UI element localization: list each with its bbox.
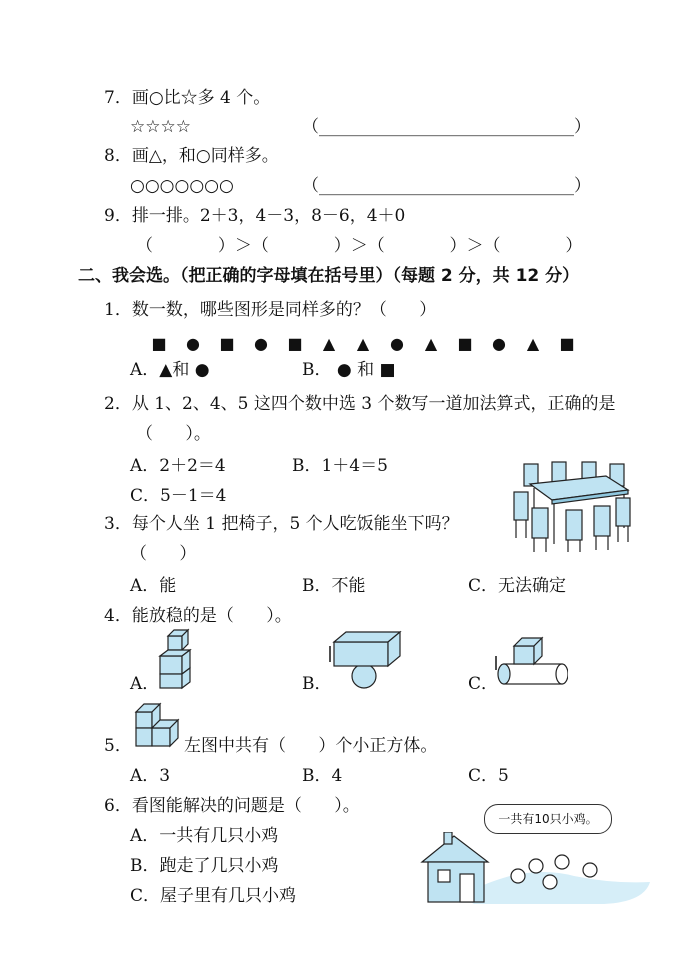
- speech-bubble: 一共有10只小鸡。: [484, 804, 612, 834]
- s4-question: 4．能放稳的是（ ）。: [104, 606, 292, 626]
- triangle-shape: ▲: [356, 334, 370, 353]
- s6-option-b[interactable]: B．跑走了几只小鸡: [130, 856, 279, 876]
- s3-option-a[interactable]: A．能: [130, 576, 177, 596]
- stacked-cubes-figure: [156, 628, 198, 692]
- q7-stars: ☆☆☆☆: [130, 117, 191, 137]
- s3-paren[interactable]: （ ）: [130, 544, 197, 564]
- square-shape: ■: [151, 334, 167, 353]
- s2-question: 2．从 1、2、4、5 这四个数中选 3 个数写一道加法算式，正确的是: [104, 394, 616, 414]
- s5-option-a[interactable]: A．3: [130, 766, 171, 786]
- s1-question: 1．数一数，哪些图形是同样多的？（ ）: [104, 300, 437, 320]
- circle-shape: ●: [390, 334, 404, 353]
- chair: [566, 510, 582, 540]
- triangle-shape: ▲: [424, 334, 438, 353]
- s5-option-c[interactable]: C．5: [468, 766, 509, 786]
- s5-number: 5．: [104, 736, 132, 756]
- s1-option-b[interactable]: B． ● 和 ■: [302, 360, 396, 380]
- s2-option-a[interactable]: A．2＋2＝4: [130, 456, 226, 476]
- q7-text: 7．画○比☆多 4 个。: [104, 88, 271, 108]
- square-shape: ■: [457, 334, 473, 353]
- square-shape: ■: [287, 334, 303, 353]
- s6-option-a[interactable]: A．一共有几只小鸡: [130, 826, 279, 846]
- chair-back: [524, 464, 538, 486]
- section-2-title: 二、我会选。（把正确的字母填在括号里）（每题 2 分，共 12 分）: [78, 266, 580, 286]
- chair-back: [552, 462, 566, 482]
- q8-text: 8．画△，和○同样多。: [104, 146, 279, 166]
- s5-question: 左图中共有（ ）个小正方体。: [184, 736, 438, 756]
- s4-option-a[interactable]: A．: [130, 674, 160, 694]
- s2-option-b[interactable]: B．1＋4＝5: [292, 456, 388, 476]
- cubes-count-figure: [132, 700, 182, 752]
- s3-option-c[interactable]: C．无法确定: [468, 576, 567, 596]
- s5-option-b[interactable]: B．4: [302, 766, 343, 786]
- q8-circles: ○○○○○○○: [130, 176, 234, 196]
- s4-option-c[interactable]: C．: [468, 674, 499, 694]
- s2-option-c[interactable]: C．5－1＝4: [130, 486, 227, 506]
- triangle-shape: ▲: [526, 334, 540, 353]
- s1-option-a[interactable]: A．▲和 ●: [130, 360, 210, 380]
- house-chicks-figure: [414, 832, 654, 908]
- s2-paren[interactable]: （ ）。: [136, 424, 211, 444]
- cube-on-cylinder-figure: [494, 634, 568, 690]
- q9-text: 9．排一排。2＋3，4－3，8－6，4＋0: [104, 206, 406, 226]
- s1-shape-row: [150, 334, 576, 353]
- q9-answer-blanks[interactable]: （ ）＞（ ）＞（ ）＞（ ）: [136, 236, 583, 256]
- chair: [532, 508, 548, 538]
- square-shape: ■: [559, 334, 575, 353]
- q7-answer-blank[interactable]: （______________________________）: [302, 117, 591, 137]
- chair: [594, 506, 610, 536]
- chair: [514, 492, 528, 520]
- circle-shape: ●: [492, 334, 506, 353]
- table-chairs-figure: [512, 458, 638, 554]
- s6-question: 6．看图能解决的问题是（ ）。: [104, 796, 360, 816]
- triangle-shape: ▲: [322, 334, 336, 353]
- s3-option-b[interactable]: B．不能: [302, 576, 366, 596]
- circle-shape: ●: [254, 334, 268, 353]
- q8-answer-blank[interactable]: （______________________________）: [302, 176, 591, 196]
- s3-question: 3．每个人坐 1 把椅子，5 个人吃饭能坐下吗？: [104, 514, 459, 534]
- s4-option-b[interactable]: B．: [302, 674, 332, 694]
- square-shape: ■: [219, 334, 235, 353]
- box-on-ball-figure: [326, 628, 406, 692]
- chair: [616, 498, 630, 526]
- circle-shape: ●: [186, 334, 200, 353]
- s6-option-c[interactable]: C．屋子里有几只小鸡: [130, 886, 297, 906]
